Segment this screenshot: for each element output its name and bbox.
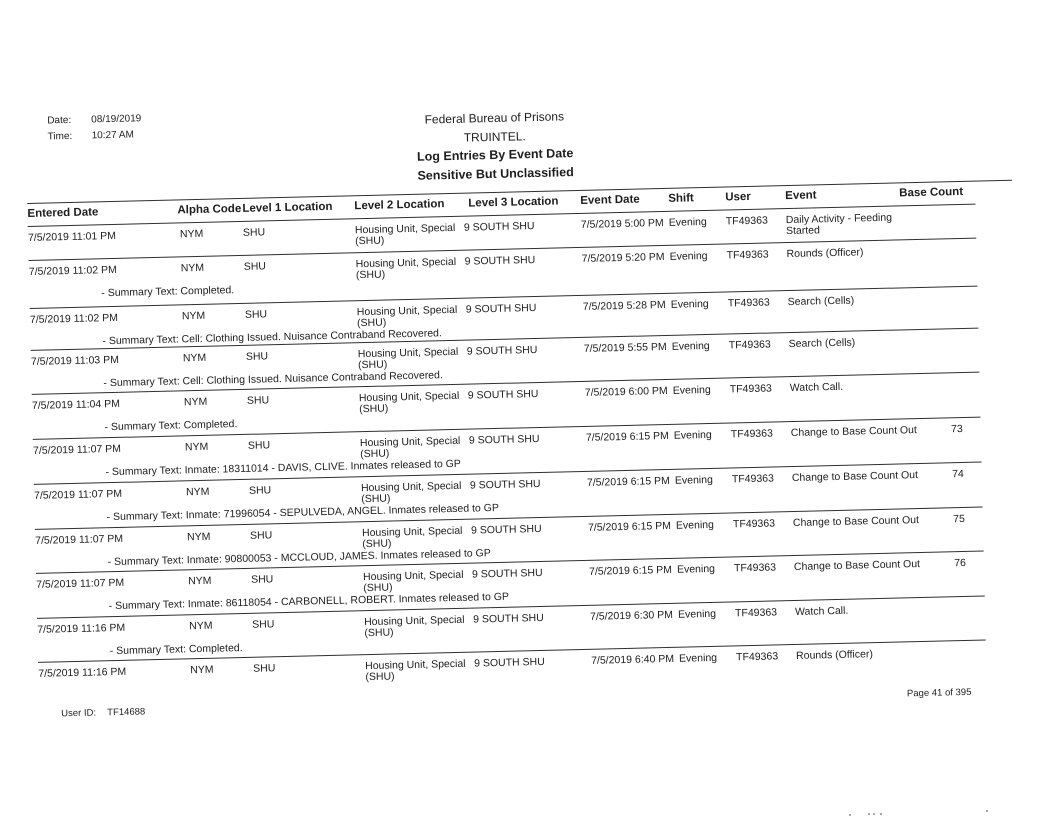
cell-shift: Evening xyxy=(672,383,711,397)
cell-alpha-code: NYM xyxy=(189,619,213,633)
cell-level3-location: 9 SOUTH SHU xyxy=(471,566,543,581)
cell-event: Rounds (Officer) xyxy=(795,648,874,662)
cell-level3-location: 9 SOUTH SHU xyxy=(472,611,544,626)
cell-level2-location: Housing Unit, Special (SHU) xyxy=(357,345,459,372)
cell-level1-location: SHU xyxy=(247,439,271,452)
cell-level3-location: 9 SOUTH SHU xyxy=(463,220,535,234)
cell-shift: Evening xyxy=(669,249,708,263)
cell-alpha-code: NYM xyxy=(182,351,207,365)
column-header-level2-location: Level 2 Location xyxy=(354,198,445,213)
summary-text: - Summary Text: Completed. xyxy=(109,642,243,658)
cell-level2-location: Housing Unit, Special (SHU) xyxy=(360,479,462,506)
cell-level1-location: SHU xyxy=(242,226,266,239)
cell-level3-location: 9 SOUTH SHU xyxy=(464,254,536,268)
cell-level2-location: Housing Unit, Special (SHU) xyxy=(358,389,460,416)
cell-event: Change to Base Count Out xyxy=(793,558,921,574)
page-number: Page 41 of 395 xyxy=(906,686,972,700)
cell-event-date: 7/5/2019 6:40 PM xyxy=(590,652,675,667)
cell-event: Change to Base Count Out xyxy=(791,469,919,485)
scan-speckle xyxy=(868,813,870,815)
cell-level3-location: 9 SOUTH SHU xyxy=(474,655,545,670)
cell-level2-location: Housing Unit, Special (SHU) xyxy=(364,613,465,640)
column-header-event: Event xyxy=(785,189,817,203)
cell-user: TF49363 xyxy=(727,296,770,310)
cell-entered-date: 7/5/2019 11:04 PM xyxy=(31,397,121,412)
cell-event-date: 7/5/2019 5:20 PM xyxy=(581,250,665,265)
scan-speckle xyxy=(849,814,851,816)
cell-event: Search (Cells) xyxy=(787,294,855,309)
summary-text: - Summary Text: Inmate: 18311014 - DAVIS, CLIVE. Inmates released to GP xyxy=(105,457,462,479)
cell-shift: Evening xyxy=(670,297,709,311)
summary-text: - Summary Text: Completed. xyxy=(101,284,235,300)
cell-level1-location: SHU xyxy=(253,662,276,675)
cell-level3-location: 9 SOUTH SHU xyxy=(466,343,538,358)
cell-entered-date: 7/5/2019 11:01 PM xyxy=(27,229,117,244)
cell-level1-location: SHU xyxy=(249,529,273,542)
report-title-block xyxy=(294,104,696,187)
cell-level1-location: SHU xyxy=(243,260,267,273)
cell-level2-location: Housing Unit, Special (SHU) xyxy=(365,657,466,684)
cell-entered-date: 7/5/2019 11:03 PM xyxy=(30,353,120,368)
cell-event-date: 7/5/2019 6:15 PM xyxy=(588,563,673,578)
time-value: 10:27 AM xyxy=(91,129,135,142)
user-id-value: TF14688 xyxy=(107,706,146,719)
cell-level3-location: 9 SOUTH SHU xyxy=(468,432,540,447)
column-header-entered-date: Entered Date xyxy=(27,206,99,220)
cell-alpha-code: NYM xyxy=(179,227,204,241)
column-header-level3-location: Level 3 Location xyxy=(468,195,559,210)
report-meta-block xyxy=(47,113,142,147)
cell-base-count: 76 xyxy=(954,556,967,570)
scan-speckle xyxy=(880,813,882,815)
date-value: 08/19/2019 xyxy=(91,113,142,126)
cell-user: TF49363 xyxy=(728,338,771,352)
cell-level2-location: Housing Unit, Special (SHU) xyxy=(359,434,461,461)
cell-user: TF49363 xyxy=(732,517,776,531)
column-header-user: User xyxy=(725,190,751,204)
cell-level2-location: Housing Unit, Special (SHU) xyxy=(354,221,456,248)
cell-event: Daily Activity - Feeding Started xyxy=(785,211,893,238)
cell-entered-date: 7/5/2019 11:02 PM xyxy=(29,311,119,326)
cell-entered-date: 7/5/2019 11:07 PM xyxy=(33,487,123,502)
cell-user: TF49363 xyxy=(734,606,778,620)
cell-level2-location: Housing Unit, Special (SHU) xyxy=(356,303,458,330)
cell-alpha-code: NYM xyxy=(183,395,208,409)
cell-entered-date: 7/5/2019 11:07 PM xyxy=(32,442,122,457)
report-classification: Sensitive But Unclassified xyxy=(417,164,574,183)
cell-event-date: 7/5/2019 5:00 PM xyxy=(580,216,664,231)
cell-user: TF49363 xyxy=(726,248,769,262)
summary-text: - Summary Text: Cell: Clothing Issued. Nuisance Contraband Recovered. xyxy=(102,327,442,348)
cell-shift: Evening xyxy=(671,339,710,353)
cell-alpha-code: NYM xyxy=(186,530,211,544)
scan-speckle xyxy=(986,810,988,812)
cell-user: TF49363 xyxy=(731,472,775,486)
cell-user: TF49363 xyxy=(725,214,768,228)
cell-entered-date: 7/5/2019 11:16 PM xyxy=(37,621,126,636)
cell-shift: Evening xyxy=(668,215,707,229)
cell-entered-date: 7/5/2019 11:07 PM xyxy=(35,532,124,547)
summary-text: - Summary Text: Cell: Clothing Issued. Nuisance Contraband Recovered. xyxy=(103,369,443,390)
cell-level2-location: Housing Unit, Special (SHU) xyxy=(362,568,464,595)
cell-level3-location: 9 SOUTH SHU xyxy=(470,522,542,537)
cell-event-date: 7/5/2019 6:30 PM xyxy=(589,608,674,623)
cell-user: TF49363 xyxy=(730,427,774,441)
cell-base-count: 74 xyxy=(952,467,964,481)
cell-event: Watch Call. xyxy=(794,604,849,618)
summary-text: - Summary Text: Inmate: 86118054 - CARBONELL, ROBERT. Inmates released to GP xyxy=(108,590,510,613)
cell-entered-date: 7/5/2019 11:02 PM xyxy=(28,263,117,278)
cell-alpha-code: NYM xyxy=(188,574,212,588)
cell-alpha-code: NYM xyxy=(185,485,210,499)
cell-event-date: 7/5/2019 6:00 PM xyxy=(584,384,668,399)
cell-level2-location: Housing Unit, Special (SHU) xyxy=(355,255,457,282)
cell-event-date: 7/5/2019 5:55 PM xyxy=(583,340,667,355)
cell-alpha-code: NYM xyxy=(180,261,205,275)
column-header-level1-location: Level 1 Location xyxy=(242,200,333,215)
cell-shift: Evening xyxy=(676,562,716,576)
report-system-title: TRUINTEL. xyxy=(463,128,526,145)
user-id-label: User ID: xyxy=(61,707,97,720)
cell-shift: Evening xyxy=(674,473,714,487)
cell-level1-location: SHU xyxy=(245,350,269,363)
summary-text: - Summary Text: Inmate: 90800053 - MCCLOUD, JAMES. Inmates released to GP xyxy=(107,547,491,569)
summary-text: - Summary Text: Completed. xyxy=(104,418,238,434)
cell-event: Change to Base Count Out xyxy=(792,514,920,530)
cell-level1-location: SHU xyxy=(246,394,270,407)
cell-base-count: 75 xyxy=(953,512,966,526)
cell-event: Search (Cells) xyxy=(788,336,856,351)
cell-level1-location: SHU xyxy=(250,573,274,586)
column-header-shift: Shift xyxy=(668,192,694,205)
cell-level1-location: SHU xyxy=(244,308,268,321)
report-name: Log Entries By Event Date xyxy=(416,146,574,164)
log-entries-table xyxy=(27,180,1029,708)
cell-shift: Evening xyxy=(673,428,712,442)
cell-level2-location: Housing Unit, Special (SHU) xyxy=(361,524,463,551)
cell-event: Rounds (Officer) xyxy=(786,246,864,261)
cell-alpha-code: NYM xyxy=(181,309,206,323)
cell-entered-date: 7/5/2019 11:16 PM xyxy=(38,665,127,680)
time-label: Time: xyxy=(47,130,73,143)
date-label: Date: xyxy=(47,114,72,127)
cell-shift: Evening xyxy=(678,651,718,665)
cell-level3-location: 9 SOUTH SHU xyxy=(469,477,541,492)
column-header-base-count: Base Count xyxy=(899,185,964,200)
cell-level1-location: SHU xyxy=(252,618,275,631)
cell-base-count: 73 xyxy=(950,422,963,436)
cell-event-date: 7/5/2019 6:15 PM xyxy=(587,519,672,534)
cell-entered-date: 7/5/2019 11:07 PM xyxy=(36,576,125,591)
column-header-event-date: Event Date xyxy=(580,193,640,207)
report-org-title: Federal Bureau of Prisons xyxy=(424,109,565,127)
cell-shift: Evening xyxy=(677,607,717,621)
cell-level3-location: 9 SOUTH SHU xyxy=(467,387,539,402)
cell-event: Change to Base Count Out xyxy=(790,424,918,440)
cell-alpha-code: NYM xyxy=(190,663,214,677)
cell-user: TF49363 xyxy=(733,561,777,575)
document-content xyxy=(25,87,1030,770)
scan-speckle xyxy=(873,813,875,815)
cell-event-date: 7/5/2019 6:15 PM xyxy=(585,429,669,444)
cell-event-date: 7/5/2019 6:15 PM xyxy=(586,474,670,489)
summary-text: - Summary Text: Inmate: 71996054 - SEPULVEDA, ANGEL. Inmates released to GP xyxy=(106,501,500,524)
cell-level1-location: SHU xyxy=(248,484,272,497)
report-time-row xyxy=(48,129,142,147)
cell-user: TF49363 xyxy=(735,650,779,664)
cell-shift: Evening xyxy=(675,518,715,532)
cell-level3-location: 9 SOUTH SHU xyxy=(465,302,537,316)
cell-event: Watch Call. xyxy=(789,380,844,395)
cell-user: TF49363 xyxy=(729,382,772,396)
column-header-alpha-code: Alpha Code xyxy=(177,202,242,217)
cell-alpha-code: NYM xyxy=(184,440,209,454)
cell-event-date: 7/5/2019 5:28 PM xyxy=(582,298,666,313)
